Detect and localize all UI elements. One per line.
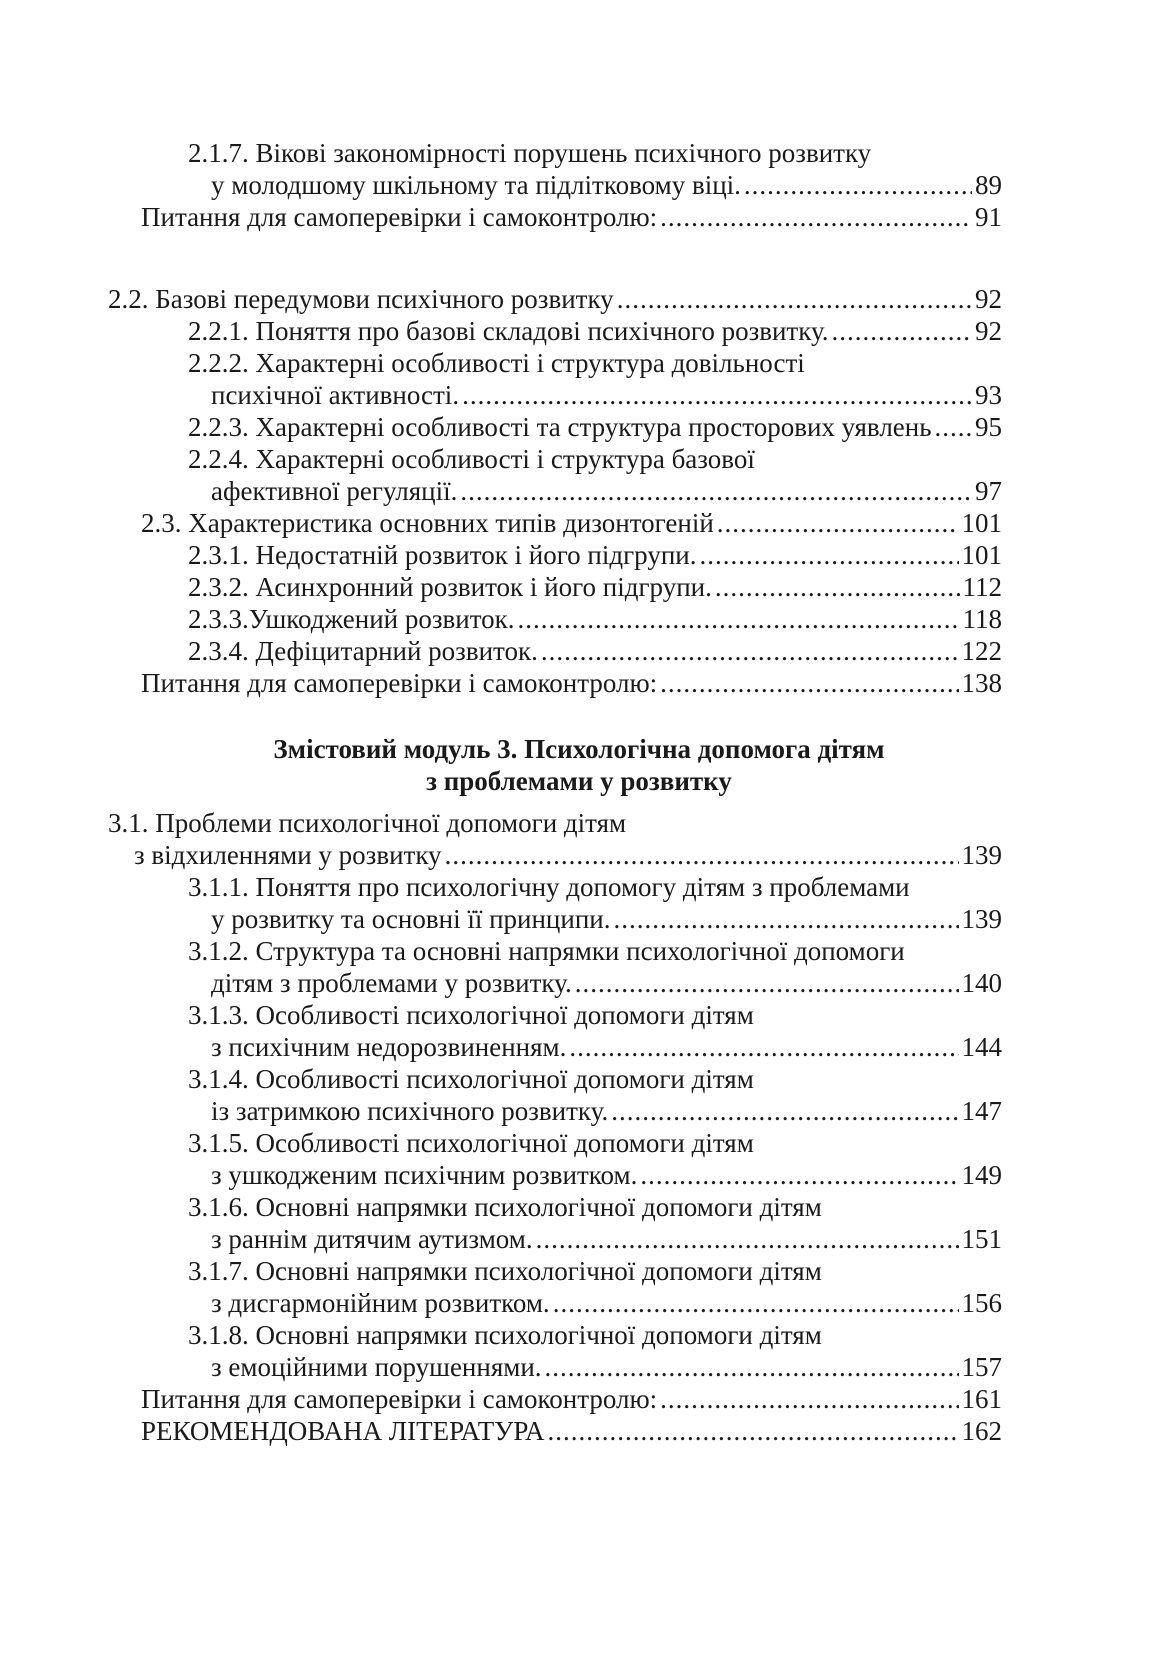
- dot-leader: [575, 966, 959, 1000]
- toc-entry-3-1-2: [211, 966, 1002, 1000]
- toc-entry-text: Питання для самоперевірки і самоконтролю:: [141, 1384, 658, 1414]
- dot-leader: [935, 410, 972, 444]
- toc-entry-3-1-5-title: 3.1.5. Особливості психологічної допомоги дітям: [188, 1128, 754, 1158]
- toc-entry-text: психічної активності.: [211, 380, 460, 410]
- toc-entry-text: 2.2.1. Поняття про базові складові психічного розвитку.: [188, 316, 829, 346]
- toc-entry-2-3-2: [188, 570, 1002, 604]
- dot-leader: [611, 1094, 958, 1128]
- toc-entry-3-1-1: [211, 902, 1002, 936]
- toc-entry-text: з дисгармонійним розвитком.: [211, 1288, 550, 1318]
- toc-entry-text: у розвитку та основні її принципи.: [211, 904, 611, 934]
- dot-leader: [660, 1382, 958, 1416]
- page-number: 139: [961, 904, 1002, 934]
- toc-entry-2-2-3: [188, 410, 1002, 444]
- toc-entry-text: з емоційними порушеннями.: [211, 1352, 542, 1382]
- page-number: 157: [961, 1352, 1002, 1382]
- dot-leader: [545, 1350, 959, 1384]
- toc-entry-text: дітям з проблемами у розвитку.: [211, 968, 572, 998]
- dot-leader: [541, 634, 959, 668]
- dot-leader: [462, 378, 972, 412]
- toc-entry-2-1-7: [211, 168, 1002, 202]
- toc-entry-3-1-7: [211, 1286, 1002, 1320]
- page-number: 92: [975, 316, 1002, 346]
- toc-entry-text: 2.3.3.Ушкоджений розвиток.: [188, 604, 515, 634]
- page-number: 112: [962, 572, 1002, 602]
- page-number: 89: [975, 170, 1002, 200]
- toc-entry-2-3-4: [188, 634, 1002, 668]
- toc-entry-text: Питання для самоперевірки і самоконтролю:: [141, 668, 658, 698]
- dot-leader: [547, 1414, 958, 1448]
- toc-entry-2-2-2-title: 2.2.2. Характерні особливості і структура довільності: [188, 348, 805, 378]
- page-number: 93: [975, 380, 1002, 410]
- toc-entry-2-2: [108, 282, 1002, 316]
- toc-entry-text: у молодшому шкільному та підлітковому віці.: [211, 170, 741, 200]
- toc-entry-text: 2.2.3. Характерні особливості та структура просторових уявлень: [188, 412, 932, 442]
- toc-entry-2-2-4-title: 2.2.4. Характерні особливості і структура базової: [188, 444, 755, 474]
- toc-entry-text: РЕКОМЕНДОВАНА ЛІТЕРАТУРА: [141, 1416, 545, 1446]
- toc-entry-text: з психічним недорозвиненням.: [211, 1032, 567, 1062]
- toc-entry-3-1-8-title: 3.1.8. Основні напрямки психологічної допомоги дітям: [188, 1320, 822, 1350]
- dot-leader: [717, 506, 959, 540]
- dot-leader: [460, 474, 972, 508]
- toc-entry-2-1-7-title: 2.1.7. Вікові закономірності порушень психічного розвитку: [188, 138, 872, 168]
- dot-leader: [715, 570, 960, 604]
- toc-entry-text: із затримкою психічного розвитку.: [211, 1096, 609, 1126]
- dot-leader: [536, 1222, 959, 1256]
- module-3-heading-line-2: з проблемами у розвитку: [426, 766, 732, 796]
- dot-leader: [660, 200, 972, 234]
- page-number: 118: [962, 604, 1002, 634]
- toc-entry-questions-2a: [141, 200, 1002, 234]
- page-number: 95: [975, 412, 1002, 442]
- toc-entry-3-1: [134, 838, 1002, 872]
- toc-entry-3-1-2-title: 3.1.2. Структура та основні напрямки психологічної допомоги: [188, 936, 905, 966]
- page-number: 101: [961, 508, 1002, 538]
- dot-leader: [518, 602, 960, 636]
- toc-entry-text: 2.3.1. Недостатній розвиток і його підгрупи.: [188, 540, 697, 570]
- toc-entry-3-1-1-title: 3.1.1. Поняття про психологічну допомогу дітям з проблемами: [188, 872, 910, 902]
- page-number: 92: [975, 284, 1002, 314]
- dot-leader: [445, 838, 959, 872]
- dot-leader: [832, 314, 972, 348]
- toc-entry-3-1-3-title: 3.1.3. Особливості психологічної допомоги дітям: [188, 1000, 754, 1030]
- toc-entry-3-1-4: [211, 1094, 1002, 1128]
- page-number: 101: [961, 540, 1002, 570]
- dot-leader: [617, 282, 972, 316]
- toc-entry-2-2-1: [188, 314, 1002, 348]
- page-number: 161: [961, 1384, 1002, 1414]
- toc-entry-2-3: [141, 506, 1002, 540]
- page-number: 156: [961, 1288, 1002, 1318]
- page-number: 138: [961, 668, 1002, 698]
- page-number: 139: [961, 840, 1002, 870]
- toc-entry-questions-3: [141, 1382, 1002, 1416]
- dot-leader: [640, 1158, 958, 1192]
- page-number: 147: [961, 1096, 1002, 1126]
- page-number: 151: [961, 1224, 1002, 1254]
- toc-entry-questions-2b: [141, 666, 1002, 700]
- dot-leader: [660, 666, 958, 700]
- page-number: 97: [975, 476, 1002, 506]
- page-number: 162: [961, 1416, 1002, 1446]
- toc-entry-text: 2.3. Характеристика основних типів дизонтогеній: [141, 508, 714, 538]
- toc-entry-3-1-4-title: 3.1.4. Особливості психологічної допомоги дітям: [188, 1064, 754, 1094]
- dot-leader: [569, 1030, 958, 1064]
- page-number: 140: [961, 968, 1002, 998]
- page-number: 144: [961, 1032, 1002, 1062]
- toc-entry-3-1-5: [211, 1158, 1002, 1192]
- module-3-heading-line-1: Змістовий модуль 3. Психологічна допомога дітям: [273, 734, 885, 764]
- dot-leader: [744, 168, 972, 202]
- toc-entry-3-1-title: 3.1. Проблеми психологічної допомоги дітям: [108, 808, 627, 838]
- toc-entry-text: Питання для самоперевірки і самоконтролю:: [141, 202, 658, 232]
- toc-entry-text: з відхиленнями у розвитку: [134, 840, 442, 870]
- toc-entry-2-3-3: [188, 602, 1002, 636]
- toc-entry-text: 2.3.4. Дефіцитарний розвиток.: [188, 636, 538, 666]
- toc-entry-text: з ушкодженим психічним розвитком.: [211, 1160, 638, 1190]
- toc-entry-text: 2.2. Базові передумови психічного розвитку: [108, 284, 614, 314]
- toc-entry-text: з раннім дитячим аутизмом.: [211, 1224, 533, 1254]
- page-number: 149: [961, 1160, 1002, 1190]
- toc-entry-3-1-3: [211, 1030, 1002, 1064]
- toc-entry-3-1-8: [211, 1350, 1002, 1384]
- page-number: 122: [961, 636, 1002, 666]
- toc-entry-3-1-6: [211, 1222, 1002, 1256]
- toc-entry-2-2-4: [211, 474, 1002, 508]
- toc-entry-3-1-6-title: 3.1.6. Основні напрямки психологічної допомоги дітям: [188, 1192, 822, 1222]
- toc-entry-2-2-2: [211, 378, 1002, 412]
- toc-entry-literature: [141, 1414, 1002, 1448]
- dot-leader: [699, 538, 958, 572]
- toc-entry-text: афективної регуляції.: [211, 476, 458, 506]
- page-number: 91: [975, 202, 1002, 232]
- dot-leader: [553, 1286, 959, 1320]
- toc-entry-3-1-7-title: 3.1.7. Основні напрямки психологічної допомоги дітям: [188, 1256, 822, 1286]
- toc-entry-text: 2.3.2. Асинхронний розвиток і його підгрупи.: [188, 572, 712, 602]
- toc-entry-2-3-1: [188, 538, 1002, 572]
- dot-leader: [613, 902, 958, 936]
